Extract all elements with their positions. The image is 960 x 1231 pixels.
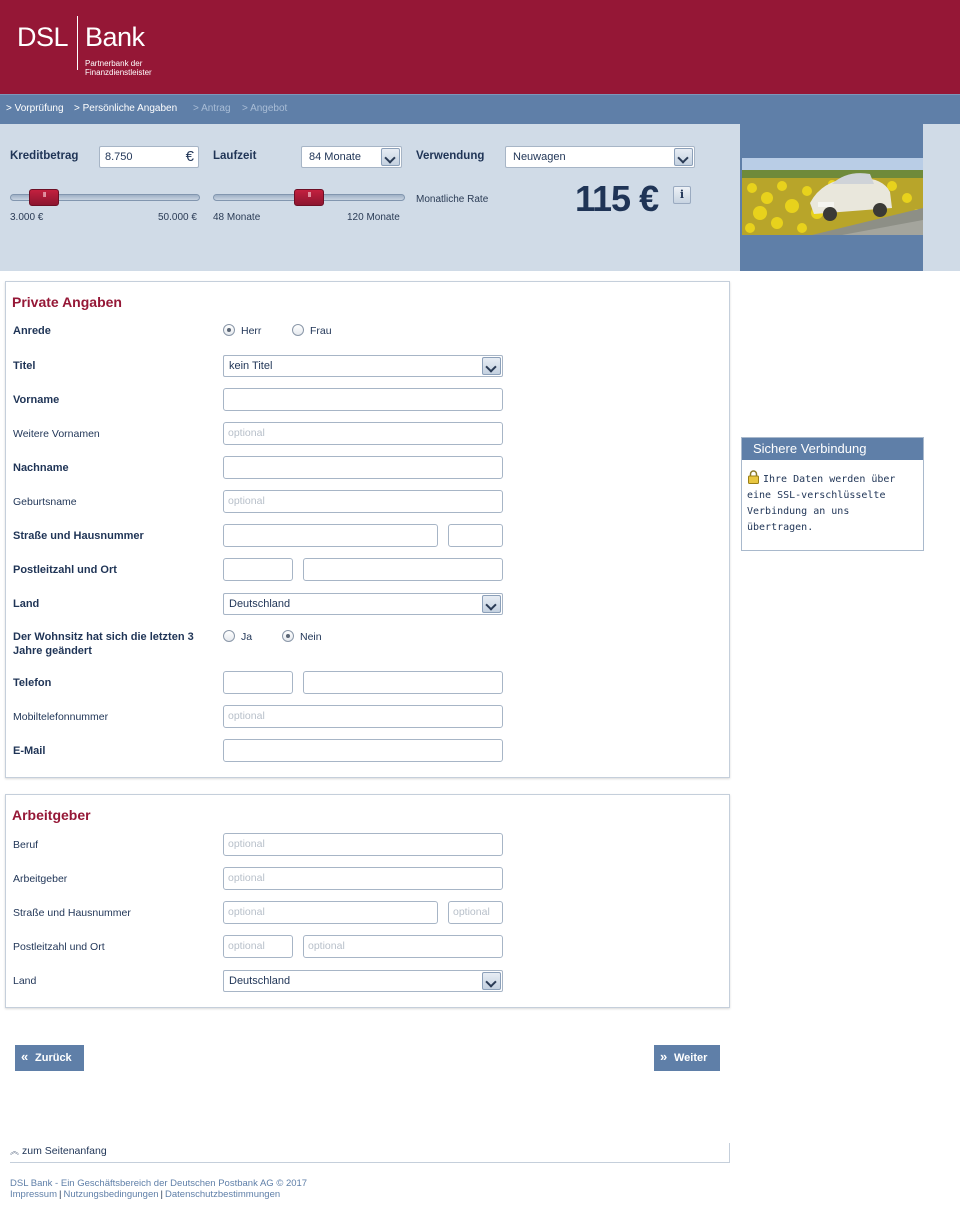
employer-panel [5, 794, 730, 1008]
back-to-top-link[interactable] [10, 1144, 107, 1157]
phone-prefix-input[interactable] [223, 671, 293, 694]
housenumber-input[interactable] [448, 524, 503, 547]
employer-city-placeholder: optional [308, 940, 345, 952]
nav-step-persoenliche-angaben[interactable]: > Persönliche Angaben [74, 103, 178, 114]
footer-copyright: DSL Bank - Ein Geschäftsbereich der Deutschen Postbank AG © 2017 [10, 1178, 308, 1189]
lock-icon [747, 470, 760, 483]
logo-subtitle: Partnerbank der Finanzdienstleister [85, 59, 152, 77]
car-photo [742, 158, 923, 235]
phone-label: Telefon [13, 677, 52, 689]
back-button[interactable] [15, 1045, 84, 1071]
secure-connection-body [747, 470, 919, 536]
middlenames-input[interactable] [223, 422, 503, 445]
title-value: kein Titel [229, 360, 273, 372]
logo-text-bank: Bank [85, 22, 145, 52]
amount-label: Kreditbetrag [10, 150, 79, 162]
title-select[interactable] [223, 355, 503, 377]
next-button-label: Weiter [674, 1052, 708, 1064]
term-value: 84 Monate [309, 151, 361, 163]
middlenames-label: Weitere Vornamen [13, 428, 100, 440]
street-input[interactable] [223, 524, 438, 547]
employer-city-input[interactable] [303, 935, 503, 958]
logo-divider [77, 16, 78, 70]
amount-max-label: 50.000 € [158, 212, 197, 223]
back-to-top-label: zum Seitenanfang [22, 1145, 107, 1157]
salutation-herr-radio[interactable] [223, 324, 235, 336]
employer-zip-placeholder: optional [228, 940, 265, 952]
employer-country-value: Deutschland [229, 975, 291, 987]
employer-street-input[interactable] [223, 901, 438, 924]
country-value: Deutschland [229, 598, 291, 610]
euro-icon: € [185, 148, 194, 165]
title-label: Titel [13, 360, 36, 372]
usage-select[interactable] [505, 146, 695, 168]
employer-zip-city-label: Postleitzahl und Ort [13, 941, 105, 953]
street-label: Straße und Hausnummer [13, 530, 144, 542]
employer-name-placeholder: optional [228, 872, 265, 884]
job-input[interactable] [223, 833, 503, 856]
amount-input[interactable] [99, 146, 199, 168]
site-header [0, 0, 960, 94]
footer-link-datenschutz[interactable]: Datenschutzbestimmungen [165, 1189, 281, 1200]
secure-connection-text: Ihre Daten werden über eine SSL-verschlüsselte Verbindung an uns übertragen. [747, 474, 896, 533]
amount-value: 8.750 [105, 151, 133, 163]
private-details-panel [5, 281, 730, 778]
amount-slider-handle[interactable] [29, 189, 59, 206]
footer-divider-vertical [729, 1143, 730, 1163]
employer-housenumber-placeholder: optional [453, 906, 490, 918]
progress-nav [0, 94, 960, 124]
country-label: Land [13, 598, 40, 610]
salutation-herr-label: Herr [241, 325, 262, 337]
firstname-input[interactable] [223, 388, 503, 411]
employer-name-input[interactable] [223, 867, 503, 890]
employer-country-select[interactable] [223, 970, 503, 992]
mobile-label: Mobiltelefonnummer [13, 711, 109, 723]
chevron-down-icon [674, 148, 693, 166]
employer-street-label: Straße und Hausnummer [13, 907, 131, 919]
phone-number-input[interactable] [303, 671, 503, 694]
chevron-down-icon [482, 972, 501, 990]
job-label: Beruf [13, 839, 39, 851]
amount-min-label: 3.000 € [10, 212, 44, 223]
info-icon[interactable]: i [673, 186, 691, 204]
chevron-down-icon [381, 148, 400, 166]
salutation-label: Anrede [13, 325, 51, 337]
calculator-right-strip [923, 124, 960, 271]
zip-city-label: Postleitzahl und Ort [13, 564, 117, 576]
country-select[interactable] [223, 593, 503, 615]
moved-ja-label: Ja [241, 631, 253, 643]
double-chevron-left-icon: « [21, 1049, 29, 1064]
city-input[interactable] [303, 558, 503, 581]
term-label: Laufzeit [213, 150, 257, 162]
term-max-label: 120 Monate [347, 212, 400, 223]
term-select[interactable] [301, 146, 402, 168]
lastname-input[interactable] [223, 456, 503, 479]
footer-links: Impressum | Nutzungsbedingungen | Datenschutzbestimmungen [10, 1189, 281, 1200]
email-label: E-Mail [13, 745, 46, 757]
moved-label: Der Wohnsitz hat sich die letzten 3 Jahre geändert [13, 631, 194, 657]
employer-title: Arbeitgeber [12, 807, 91, 823]
birthname-input[interactable] [223, 490, 503, 513]
double-chevron-up-icon: ︽ [10, 1146, 20, 1156]
nav-step-vorpruefung[interactable]: > Vorprüfung [6, 103, 64, 114]
term-slider-handle[interactable] [294, 189, 324, 206]
chevron-down-icon [482, 357, 501, 375]
lastname-label: Nachname [13, 462, 69, 474]
mobile-input[interactable] [223, 705, 503, 728]
firstname-label: Vorname [13, 394, 60, 406]
moved-nein-label: Nein [300, 631, 322, 643]
chevron-down-icon [482, 595, 501, 613]
usage-label: Verwendung [416, 150, 485, 162]
logo-text-dsl: DSL [17, 22, 69, 52]
zip-input[interactable] [223, 558, 293, 581]
nav-step-angebot: > Angebot [242, 103, 288, 114]
term-min-label: 48 Monate [213, 212, 261, 223]
footer-divider [10, 1162, 730, 1163]
private-details-title: Private Angaben [12, 294, 122, 310]
double-chevron-right-icon: » [660, 1049, 668, 1064]
salutation-frau-radio[interactable] [292, 324, 304, 336]
employer-housenumber-input[interactable] [448, 901, 503, 924]
back-button-label: Zurück [35, 1052, 72, 1064]
next-button[interactable] [654, 1045, 720, 1071]
monthly-rate-value: 115 € [575, 178, 659, 219]
usage-value: Neuwagen [513, 151, 566, 163]
employer-country-label: Land [13, 975, 37, 987]
employer-street-placeholder: optional [228, 906, 265, 918]
secure-connection-box [741, 437, 924, 551]
salutation-frau-label: Frau [310, 325, 332, 337]
footer-link-nutzungsbedingungen[interactable]: Nutzungsbedingungen [63, 1189, 159, 1200]
footer-link-impressum[interactable]: Impressum [10, 1189, 57, 1200]
nav-step-antrag: > Antrag [193, 103, 231, 114]
monthly-rate-label: Monatliche Rate [416, 194, 489, 205]
employer-name-label: Arbeitgeber [13, 873, 68, 885]
middlenames-placeholder: optional [228, 427, 265, 439]
job-placeholder: optional [228, 838, 265, 850]
birthname-placeholder: optional [228, 495, 265, 507]
email-input[interactable] [223, 739, 503, 762]
employer-zip-input[interactable] [223, 935, 293, 958]
birthname-label: Geburtsname [13, 496, 77, 508]
secure-connection-title: Sichere Verbindung [742, 438, 923, 460]
moved-ja-radio[interactable] [223, 630, 235, 642]
moved-nein-radio[interactable] [282, 630, 294, 642]
mobile-placeholder: optional [228, 710, 265, 722]
